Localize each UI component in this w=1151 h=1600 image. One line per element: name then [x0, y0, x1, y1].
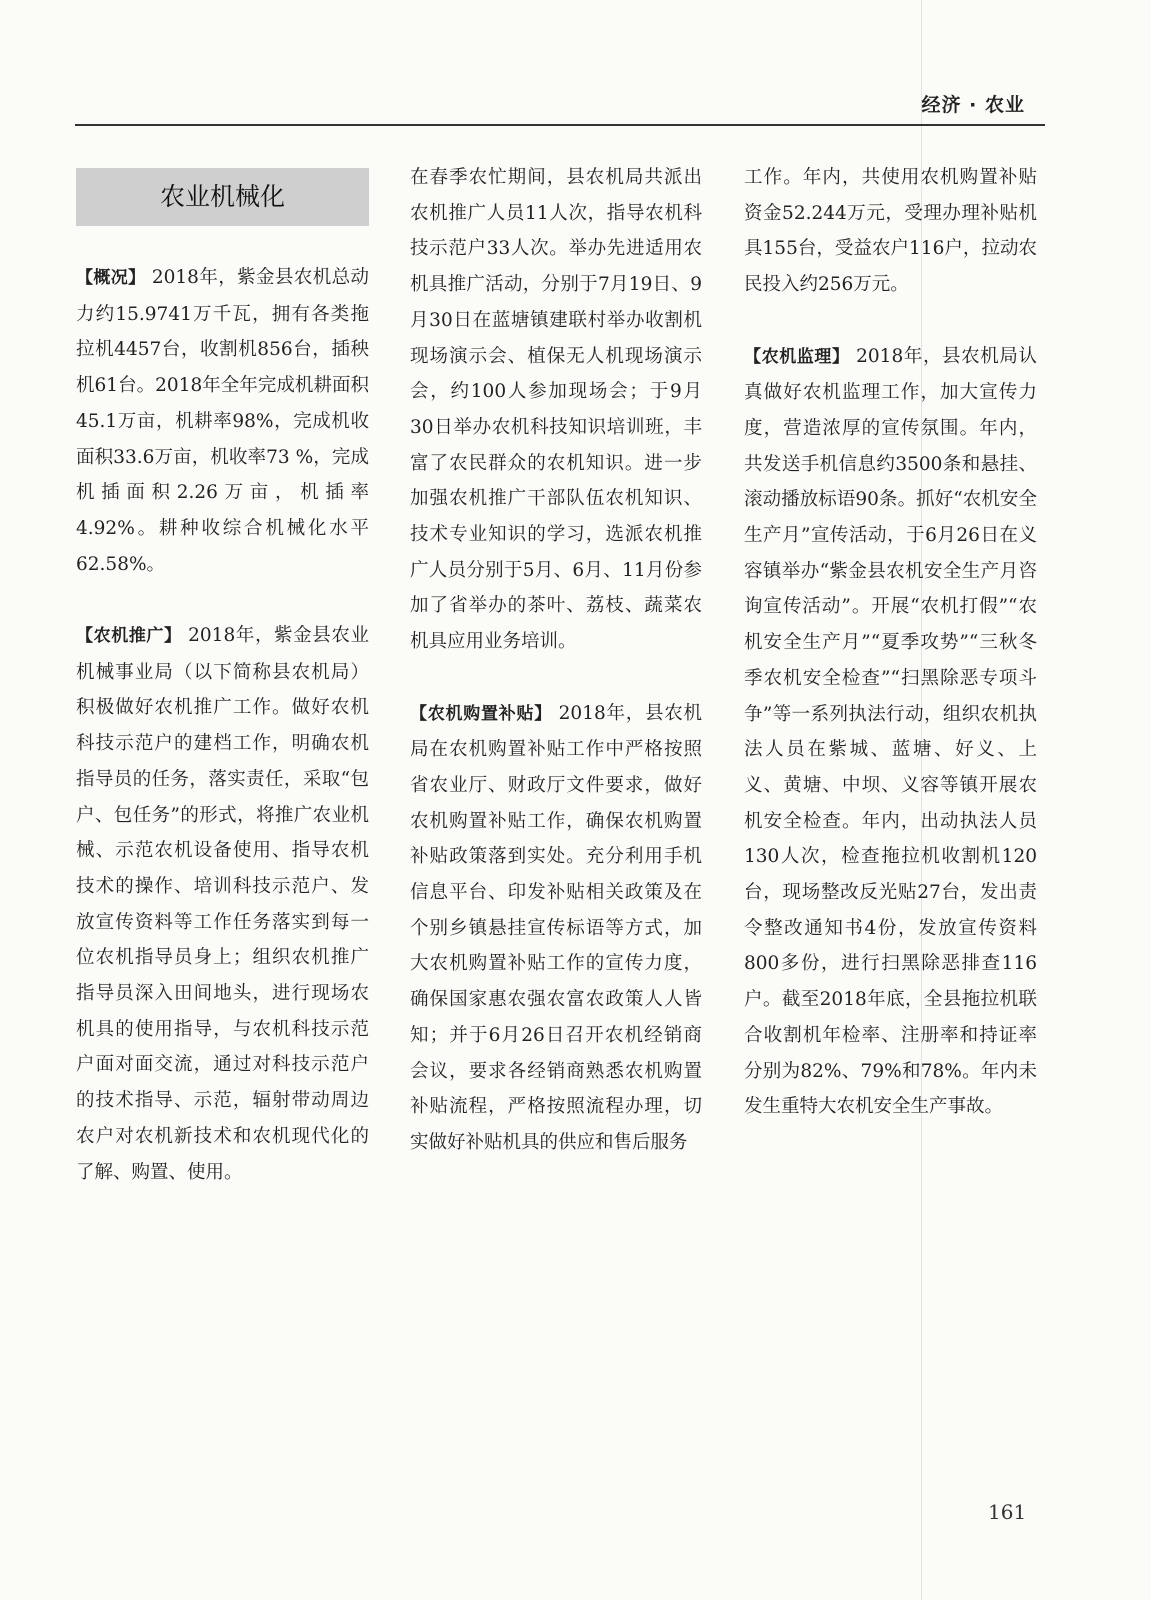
supervision-label: 【农机监理】: [744, 346, 850, 367]
column-2: [410, 160, 702, 1161]
supervision-text: 2018年，县农机局认真做好农机监理工作，加大宣传力度，营造浓厚的宣传氛围。年内，共发送手机信息约3500条和悬挂、滚动播放标语90条。抓好“农机安全生产月”宣传活动，于6月26日在义容镇举办“紫金县农机安全生产月咨询宣传活动”。开展“农机打假”“农机安全生产月”“夏季攻势”“三秋冬季农机安全检查”“扫黑除恶专项斗争”等一系列执法行动，组织农机执法人员在紫城、蓝塘、好义、上义、黄塘、中坝、义容等镇开展农机安全检查。年内，出动执法人员130人次，检查拖拉机收割机120台，现场整改反光贴27台，发出责令整改通知书4份，发放宣传资料800多份，进行扫黑除恶排查116户。截至2018年底，全县拖拉机联合收割机年检率、注册率和持证率分别为82%、79%和78%。年内未发生重特大农机安全生产事故。: [744, 345, 1037, 1118]
subsidy-text-part2: 工作。年内，共使用农机购置补贴资金52.244万元，受理办理补贴机具155台，受益农户116户，拉动农民投入约256万元。: [744, 167, 1037, 296]
paragraph-subsidy: [410, 696, 702, 1161]
subsidy-label: 【农机购置补贴】: [410, 703, 553, 724]
article-title: 农业机械化: [159, 182, 285, 212]
paragraph-supervision: [744, 339, 1037, 1125]
subsidy-continued: [744, 160, 1037, 303]
column-3: [744, 160, 1037, 1125]
page-number: 161: [988, 1500, 1027, 1524]
promotion-text-part1: 2018年，紫金县农业机械事业局（以下简称县农机局）积极做好农机推广工作。做好农机科技示范户的建档工作，明确农机指导员的任务，落实责任，采取“包户、包任务”的形式，将推广农业机械、示范农机设备使用、指导农机技术的操作、培训科技示范户、发放宣传资料等工作任务落实到每一位农机指导员身上；组织农机推广指导员深入田间地头，进行现场农机具的使用指导，与农机科技示范户面对面交流，通过对科技示范户的技术指导、示范，辐射带动周边农户对农机新技术和农机现代化的了解、购置、使用。: [76, 625, 369, 1183]
overview-text: 2018年，紫金县农机总动力约15.9741万千瓦，拥有各类拖拉机4457台，收割机856台，插秧机61台。2018年全年完成机耕面积45.1万亩，机耕率98%，完成机收面积33.6万亩，机收率73 %，完成机插面积2.26万亩，机插率4.92%。耕种收综合机械化水平62.58%。: [76, 267, 370, 575]
column-1: [76, 160, 369, 1190]
running-header: [75, 90, 1045, 126]
paragraph-overview: [76, 260, 369, 582]
paragraph-promotion: [76, 618, 369, 1190]
promotion-label: 【农机推广】: [76, 626, 182, 647]
promotion-text-part2: 在春季农忙期间，县农机局共派出农机推广人员11人次，指导农机科技示范户33人次。举办先进适用农机具推广活动，分别于7月19日、9月30日在蓝塘镇建联村举办收割机现场演示会、植保无人机现场演示会，约100人参加现场会；于9月30日举办农机科技知识培训班，丰富了农民群众的农机知识。进一步加强农机推广干部队伍农机知识、技术专业知识的学习，选派农机推广人员分别于5月、6月、11月份参加了省举办的茶叶、荔枝、蔬菜农机具应用业务培训。: [410, 167, 702, 653]
subsidy-text-part1: 2018年，县农机局在农机购置补贴工作中严格按照省农业厅、财政厅文件要求，做好农机购置补贴工作，确保农机购置补贴政策落到实处。充分利用手机信息平台、印发补贴相关政策及在个别乡镇悬挂宣传标语等方式，加大农机购置补贴工作的宣传力度，确保国家惠农强农富农政策人人皆知；并于6月26日召开农机经销商会议，要求各经销商熟悉农机购置补贴流程，严格按照流程办理，切实做好补贴机具的供应和售后服务: [410, 702, 703, 1153]
section-label: 经济 · 农业: [921, 94, 1025, 116]
overview-label: 【概况】: [76, 268, 146, 288]
title-box: [76, 168, 369, 226]
promotion-continued: [410, 160, 702, 660]
